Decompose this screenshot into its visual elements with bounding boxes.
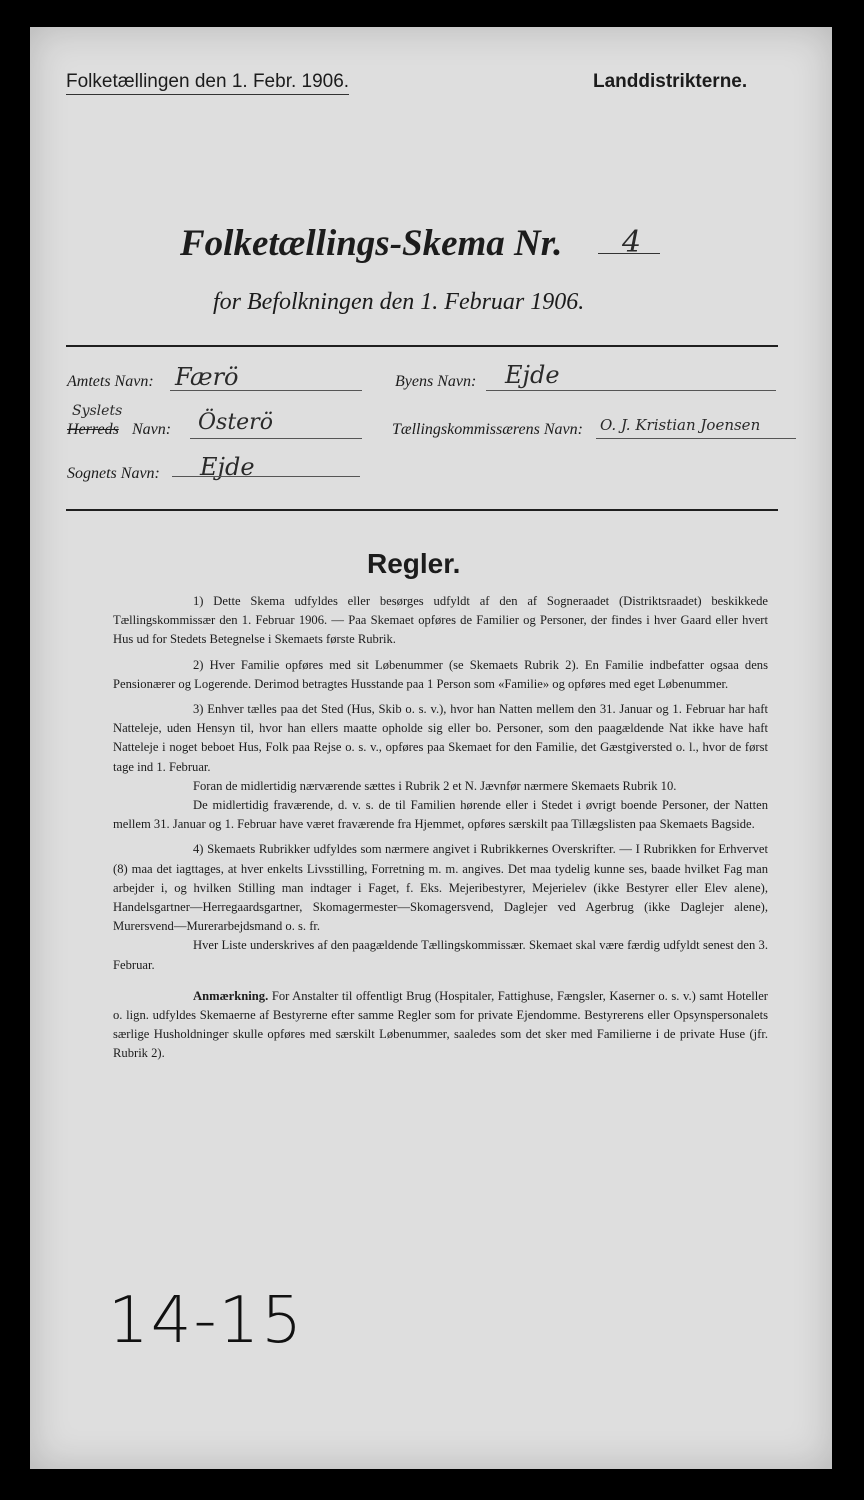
header-census-date: Folketællingen den 1. Febr. 1906.: [66, 71, 349, 95]
top-rule: [66, 345, 778, 347]
rule-2: 2) Hver Familie opføres med sit Løbenummer (se Skemaets Rubrik 2). En Familie indbefatter ogsaa dens Pensionærer og Logerende. Derimod betragtes Husstande paa 1 Person som «Familie» og opføres med eget Løbenummer.: [113, 657, 768, 691]
rule-1: 1) Dette Skema udfyldes eller besørges udfyldt af den af Sogneraadet (Distriktsraadet) beskikkede Tællingskommissær den 1. Februar 1906. — Paa Skemaet opføres de Familier og Personer, der findes i hver Gaard eller hvert Hus ud for Stedets Betegnelse i Skemaets første Rubrik.: [113, 594, 768, 647]
sogn-value: Ejde: [200, 453, 255, 481]
rule-4: 4) Skemaets Rubrikker udfyldes som nærmere angivet i Rubrikkernes Overskrifter. — I Rubrikken for Erhvervet (8) maa det iagttages, at hver enkelts Livsstilling, Forretning m. m. angives. Det maa tydelig kunne ses, baade hvilket Fag man arbejder i, og hvilken Stilling man indtager i Faget, f. Eks. Mejeribestyrer, Mejerielev (ikke Bestyrer eller Elev alene), Handelsgartner—Herregaardsgartner, Skomagermester—Skomagersvend, Daglejer ved Agerbrug (ikke Daglejer alene), Murersvend—Murerarbejdsmand o. s. fr.: [113, 842, 768, 934]
form-number: 4: [622, 225, 642, 260]
note-label: Anmærkning.: [193, 988, 269, 1003]
herred-label-correction: Syslets: [72, 403, 123, 419]
kommissaer-label: Tællingskommissærens Navn:: [392, 421, 583, 438]
byen-value: Ejde: [505, 361, 560, 389]
byen-label: Byens Navn:: [395, 373, 477, 390]
herred-label-suffix: Navn:: [132, 421, 172, 438]
herred-label-struck: Herreds: [67, 421, 119, 438]
rules-heading: Regler.: [367, 548, 461, 579]
byen-underline: [486, 390, 776, 391]
kommissaer-underline: [596, 438, 796, 439]
amt-underline: [170, 390, 362, 391]
middle-rule: [66, 509, 778, 511]
herred-underline: [190, 438, 362, 439]
sogn-label: Sognets Navn:: [67, 465, 160, 482]
rules-text: [113, 592, 768, 1070]
note-text: For Anstalter til offentligt Brug (Hospitaler, Fattighuse, Fængsler, Kaserner o. s. v.) samt Hoteller o. lign. udfyldes Skemaerne af Bestyrerne efter samme Regler som for private Ejendomme. Bestyrerens eller Opsynspersonalets særlige Husholdninger skulle opføres med særskilt Løbenummer, saaledes som det sker med Familierne i de private Huse (jfr. Rubrik 2).: [113, 988, 768, 1061]
header-district-type: Landdistrikterne.: [593, 71, 748, 92]
handwritten-page-number: 14-15: [108, 1284, 304, 1358]
rule-3: 3) Enhver tælles paa det Sted (Hus, Skib o. s. v.), hvor han Natten mellem den 31. Januar og 1. Februar har haft Natteleje, uden Hensyn til, hvor han ellers maatte opholde sig eller bo. Personer, som den paagældende Nat ikke have haft Natteleje i noget beboet Hus, Folk paa Rejse o. s. v., opføres paa Skemaet for den Familie, det Gæstgiversted o. l., hvor de først tage ind 1. Februar.: [113, 702, 768, 774]
sogn-underline: [172, 476, 360, 477]
amt-label: Amtets Navn:: [67, 373, 154, 390]
rule-note: [113, 987, 768, 1064]
herred-value: Österö: [198, 410, 273, 435]
kommissaer-value: O. J. Kristian Joensen: [600, 416, 761, 434]
census-form-page: [30, 27, 832, 1469]
amt-value: Færö: [175, 363, 239, 391]
form-title: Folketællings-Skema Nr.: [180, 223, 563, 264]
form-subtitle: for Befolkningen den 1. Februar 1906.: [213, 289, 585, 315]
rule-3-present: Foran de midlertidig nærværende sættes i Rubrik 2 et N. Jævnfør nærmere Skemaets Rubrik 10.: [193, 778, 677, 793]
rule-3-absent: De midlertidig fraværende, d. v. s. de til Familien hørende eller i Stedet i øvrigt boende Personer, der Natten mellem 31. Januar og 1. Februar have været fraværende fra Hjemmet, opføres særskilt paa Tillægslisten paa Skemaets Bagside.: [113, 798, 768, 832]
rule-4-signature: Hver Liste underskrives af den paagældende Tællingskommissær. Skemaet skal være færdig udfyldt senest den 3. Februar.: [113, 938, 768, 972]
